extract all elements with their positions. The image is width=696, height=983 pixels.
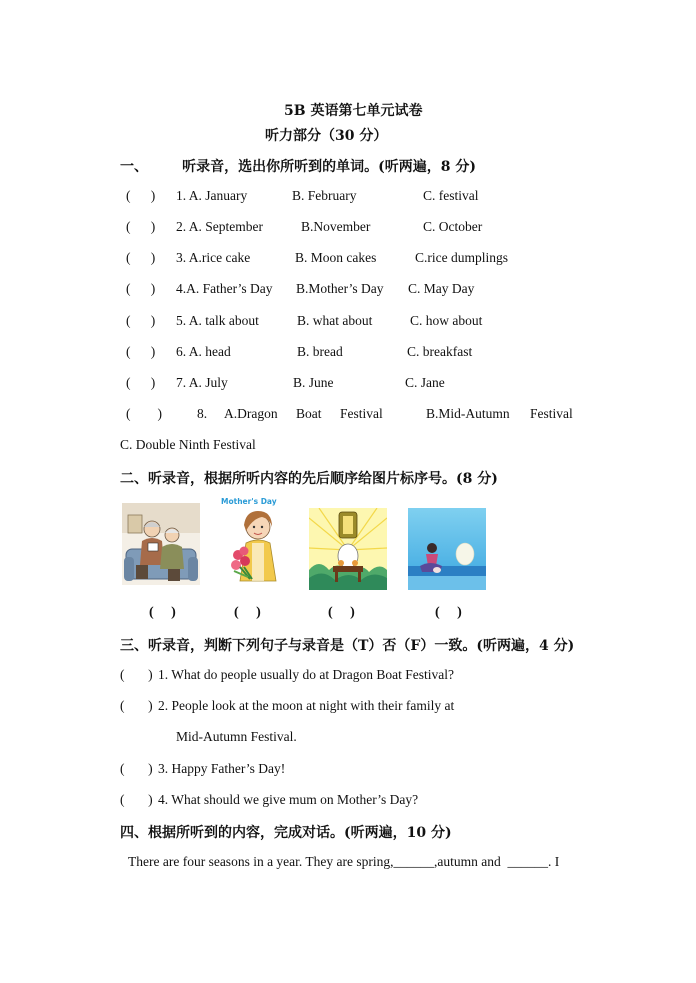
tf4-text: 4. What should we give mum on Mother’s Day? xyxy=(158,792,419,807)
q4-option-b: B.Mother’s Day xyxy=(296,281,384,296)
q2-option-c: C. October xyxy=(423,219,483,234)
q3-option-a: 3. A.rice cake xyxy=(176,250,251,265)
q8-option-a-word1: A.Dragon xyxy=(224,406,278,421)
page-subtitle: 听力部分（30 分） xyxy=(265,128,388,144)
tf1-paren[interactable]: ( ) xyxy=(120,667,153,682)
tf4-paren[interactable]: ( ) xyxy=(120,792,153,807)
picture-1-answer-blank[interactable]: ( ) xyxy=(149,605,176,620)
section1-heading: 一、 听录音，选出你所听到的单词。(听两遍，8 分) xyxy=(120,159,476,175)
q8-option-a-word3: Festival xyxy=(340,406,383,421)
q6-paren[interactable]: ( ) xyxy=(126,344,156,359)
q8-paren[interactable]: ( ) xyxy=(126,406,162,421)
q1-option-a: 1. A. January xyxy=(176,188,248,203)
q8-option-a-word2: Boat xyxy=(296,406,322,421)
q5-paren[interactable]: ( ) xyxy=(126,313,156,328)
q7-paren[interactable]: ( ) xyxy=(126,375,156,390)
picture-4-answer-blank[interactable]: ( ) xyxy=(435,605,462,620)
q4-paren[interactable]: ( ) xyxy=(126,281,156,296)
q6-option-a: 6. A. head xyxy=(176,344,231,359)
section2-heading: 二、听录音，根据所听内容的先后顺序给图片标序号。(8 分) xyxy=(120,471,498,487)
tf3-text: 3. Happy Father’s Day! xyxy=(158,761,286,776)
q4-option-a: 4.A. Father’s Day xyxy=(176,281,273,296)
tf2-text-continued: Mid-Autumn Festival. xyxy=(176,729,297,744)
q6-option-c: C. breakfast xyxy=(407,344,473,359)
q6-option-b: B. bread xyxy=(297,344,343,359)
tf3-paren[interactable]: ( ) xyxy=(120,761,153,776)
q1-option-c: C. festival xyxy=(423,188,479,203)
picture-moon-rabbit xyxy=(408,508,486,590)
q1-paren[interactable]: ( ) xyxy=(126,188,156,203)
picture-mothers-day xyxy=(218,495,296,587)
q4-option-c: C. May Day xyxy=(408,281,475,296)
picture-2-answer-blank[interactable]: ( ) xyxy=(234,605,261,620)
section4-heading: 四、根据所听到的内容，完成对话。(听两遍，10 分) xyxy=(120,825,452,841)
q8-option-b-word2: Festival xyxy=(530,406,573,421)
q7-option-a: 7. A. July xyxy=(176,375,228,390)
q8-option-c: C. Double Ninth Festival xyxy=(120,437,256,452)
q3-paren[interactable]: ( ) xyxy=(126,250,156,265)
page-title: 5B 英语第七单元试卷 xyxy=(284,103,423,119)
q7-option-b: B. June xyxy=(293,375,334,390)
q8-number: 8. xyxy=(197,406,208,421)
q5-option-b: B. what about xyxy=(297,313,373,328)
section3-heading: 三、听录音，判断下列句子与录音是（T）否（F）一致。(听两遍，4 分) xyxy=(120,638,575,654)
picture-elderly-couple xyxy=(122,503,200,585)
q8-option-b-word1: B.Mid-Autumn xyxy=(426,406,510,421)
section4-dialogue-text: There are four seasons in a year. They are spring,______,autumn and ______. I xyxy=(128,854,560,869)
q2-option-b: B.November xyxy=(301,219,371,234)
mothers-day-label: Mother's Day xyxy=(221,497,277,506)
q3-option-b: B. Moon cakes xyxy=(295,250,377,265)
q5-option-a: 5. A. talk about xyxy=(176,313,259,328)
tf2-paren[interactable]: ( ) xyxy=(120,698,153,713)
q2-option-a: 2. A. September xyxy=(176,219,263,234)
tf1-text: 1. What do people usually do at Dragon Boat Festival? xyxy=(158,667,454,682)
tf2-text: 2. People look at the moon at night with their family at xyxy=(158,698,455,713)
q5-option-c: C. how about xyxy=(410,313,483,328)
q1-option-b: B. February xyxy=(292,188,357,203)
q2-paren[interactable]: ( ) xyxy=(126,219,156,234)
picture-lantern-scene xyxy=(309,508,387,590)
picture-3-answer-blank[interactable]: ( ) xyxy=(328,605,355,620)
q3-option-c: C.rice dumplings xyxy=(415,250,508,265)
q7-option-c: C. Jane xyxy=(405,375,445,390)
